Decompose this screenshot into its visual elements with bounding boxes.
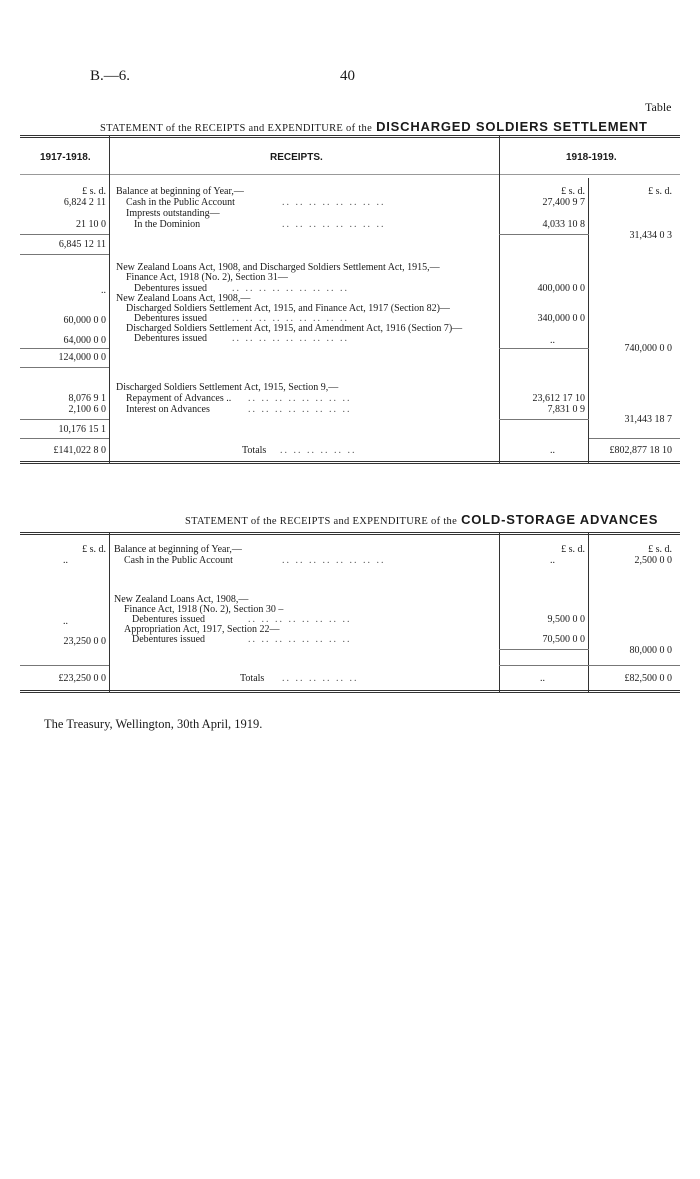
t1-s1-left-rule [20, 234, 109, 235]
t1-vline-left [109, 135, 110, 463]
table2-title-main: COLD-STORAGE ADVANCES [461, 512, 659, 527]
t2-bottom-rule [20, 690, 680, 691]
t1-s3-r-rule [499, 419, 589, 420]
t1-grand-left: £141,022 8 0 [53, 445, 106, 456]
t1-s3-leader2: .. .. .. .. .. .. .. .. [248, 404, 352, 415]
t1-s2-left-total: 124,000 0 0 [58, 352, 106, 363]
t1-vline-mid [499, 135, 500, 463]
t1-s3-leader1: .. .. .. .. .. .. .. .. [248, 393, 352, 404]
t1-s3-r1: 23,612 17 10 [532, 393, 585, 404]
t1-head-rule [20, 174, 680, 175]
t2-top-rule-2 [20, 534, 680, 535]
t1-s2-desc8: Debentures issued [134, 333, 208, 344]
t1-totals-label: Totals [242, 445, 267, 456]
t1-s2-desc4: New Zealand Loans Act, 1908,— [116, 293, 251, 304]
t1-s1-total: 31,434 0 3 [629, 230, 672, 241]
t2-grand-mid: .. [540, 673, 545, 684]
t2-bottom-rule-2 [20, 692, 680, 693]
t1-col-left: 1917-1918. [40, 152, 91, 163]
table1-title-prefix: STATEMENT of the RECEIPTS and EXPENDITURE of the [100, 123, 373, 134]
t1-s3-total-rule [589, 438, 680, 439]
t1-s1-left1: 6,824 2 11 [63, 197, 106, 208]
t2-s2-leader2: .. .. .. .. .. .. .. .. [248, 634, 352, 645]
t1-s2-r-rule [499, 348, 589, 349]
t1-s2-left3: 64,000 0 0 [63, 335, 106, 346]
t2-s2-desc1: New Zealand Loans Act, 1908,— [114, 594, 249, 605]
t2-s2-desc4: Appropriation Act, 1917, Section 22— [124, 624, 280, 635]
t1-s1-desc4: In the Dominion [134, 219, 201, 230]
t2-totals-label: Totals [240, 673, 265, 684]
t2-s1-r1: .. [550, 555, 555, 566]
t1-s1-leader2: .. .. .. .. .. .. .. .. [282, 219, 386, 230]
t1-lsd-right2: £ s. d. [648, 186, 672, 197]
t2-lsd-left: £ s. d. [82, 544, 106, 555]
table-label: Table [645, 100, 672, 114]
t2-lsd-right2: £ s. d. [648, 544, 672, 555]
footer-signature: The Treasury, Wellington, 30th April, 1919. [44, 717, 263, 731]
t2-grand-right: £82,500 0 0 [624, 673, 672, 684]
t1-s1-r2: 4,033 10 8 [542, 219, 585, 230]
t1-col-mid: RECEIPTS. [270, 152, 323, 163]
t1-s3-r2: 7,831 0 9 [547, 404, 585, 415]
page-number: 40 [340, 68, 355, 84]
t1-lsd-right1: £ s. d. [561, 186, 585, 197]
t1-s1-desc3: Imprests outstanding— [126, 208, 220, 219]
t1-s2-r1: 400,000 0 0 [537, 283, 585, 294]
t1-s2-total: 740,000 0 0 [624, 343, 672, 354]
t1-top-rule [20, 135, 680, 136]
t1-s3-desc3: Interest on Advances [126, 404, 210, 415]
table2-title-prefix: STATEMENT of the RECEIPTS and EXPENDITURE of the [185, 516, 458, 527]
t1-s2-desc1: New Zealand Loans Act, 1908, and Discharged Soldiers Settlement Act, 1915,— [116, 262, 440, 273]
t1-s2-r3: .. [550, 335, 555, 346]
t1-top-rule-2 [20, 137, 680, 138]
t2-vline-left [109, 532, 110, 692]
t2-s2-r2: 70,500 0 0 [542, 634, 585, 645]
t2-s1-total: 2,500 0 0 [634, 555, 672, 566]
t2-s2-r1: 9,500 0 0 [547, 614, 585, 625]
t1-s1-left-total: 6,845 12 11 [58, 239, 106, 250]
t2-totals-leader: .. .. .. .. .. .. [282, 673, 359, 684]
t2-top-rule [20, 532, 680, 533]
t1-s2-leader3: .. .. .. .. .. .. .. .. .. [232, 333, 349, 344]
t1-totals-leader: .. .. .. .. .. .. [280, 445, 357, 456]
t2-vline-mid [499, 532, 500, 692]
t1-s3-left-rule2 [20, 438, 109, 439]
t1-s3-total: 31,443 18 7 [624, 414, 672, 425]
t2-s2-r-rule [499, 649, 589, 650]
t1-s1-left2: 21 10 0 [76, 219, 106, 230]
t2-s2-left2: 23,250 0 0 [63, 636, 106, 647]
t1-bottom-rule [20, 461, 680, 462]
t1-s2-leader2: .. .. .. .. .. .. .. .. .. [232, 313, 349, 324]
t2-s2-leader1: .. .. .. .. .. .. .. .. [248, 614, 352, 625]
table1-title [100, 118, 648, 136]
t1-s2-left-rule2 [20, 367, 109, 368]
t1-s3-left1: 8,076 9 1 [68, 393, 106, 404]
t1-bottom-rule-2 [20, 463, 680, 464]
t2-s2-left-rule [20, 665, 109, 666]
t1-s2-leader1: .. .. .. .. .. .. .. .. .. [232, 283, 349, 294]
t2-vline-right [588, 532, 589, 692]
table2-title [185, 511, 658, 529]
t2-s2-desc3: Debentures issued [132, 614, 206, 625]
t1-s2-desc6: Debentures issued [134, 313, 208, 324]
t2-s2-total-rule [499, 665, 680, 666]
t2-lsd-right1: £ s. d. [561, 544, 585, 555]
t1-s3-desc2: Repayment of Advances .. [126, 393, 232, 404]
t1-s2-left-rule [20, 348, 109, 349]
t1-lsd-left: £ s. d. [82, 186, 106, 197]
t1-s2-desc2: Finance Act, 1918 (No. 2), Section 31— [126, 272, 288, 283]
t1-vline-right [588, 178, 589, 463]
t1-s1-r-rule [499, 234, 589, 235]
t1-s1-desc1: Balance at beginning of Year,— [116, 186, 244, 197]
t1-s1-desc2: Cash in the Public Account [126, 197, 235, 208]
page-ref: B.—6. [90, 68, 131, 84]
table1-title-main: DISCHARGED SOLDIERS SETTLEMENT [376, 119, 648, 134]
t2-s1-desc1: Balance at beginning of Year,— [114, 544, 242, 555]
t2-s1-desc2: Cash in the Public Account [124, 555, 233, 566]
t1-s3-desc1: Discharged Soldiers Settlement Act, 1915, Section 9,— [116, 382, 339, 393]
t1-s2-desc5: Discharged Soldiers Settlement Act, 1915, and Finance Act, 1917 (Section 82)— [126, 303, 450, 314]
t2-s2-desc5: Debentures issued [132, 634, 206, 645]
t1-s2-r2: 340,000 0 0 [537, 313, 585, 324]
t1-s2-desc7: Discharged Soldiers Settlement Act, 1915, and Amendment Act, 1916 (Section 7)— [126, 323, 463, 334]
t2-s1-left: .. [63, 555, 68, 566]
t2-grand-left: £23,250 0 0 [58, 673, 106, 684]
t1-grand-right: £802,877 18 10 [609, 445, 672, 456]
t1-s1-left-rule2 [20, 254, 109, 255]
t2-s2-desc2: Finance Act, 1918 (No. 2), Section 30 – [124, 604, 284, 615]
t1-s1-r1: 27,400 9 7 [542, 197, 585, 208]
t2-s2-total: 80,000 0 0 [629, 645, 672, 656]
t1-s3-left2: 2,100 6 0 [68, 404, 106, 415]
t1-s3-left-total: 10,176 15 1 [58, 424, 106, 435]
t2-s2-left1: .. [63, 616, 68, 627]
t1-col-right: 1918-1919. [566, 152, 617, 163]
t1-s2-left1: .. [101, 285, 106, 296]
t1-s3-left-rule [20, 419, 109, 420]
t2-s1-leader: .. .. .. .. .. .. .. .. [282, 555, 386, 566]
t1-s2-desc3: Debentures issued [134, 283, 208, 294]
t1-grand-mid: .. [550, 445, 555, 456]
t1-s2-left2: 60,000 0 0 [63, 315, 106, 326]
t1-s1-leader1: .. .. .. .. .. .. .. .. [282, 197, 386, 208]
